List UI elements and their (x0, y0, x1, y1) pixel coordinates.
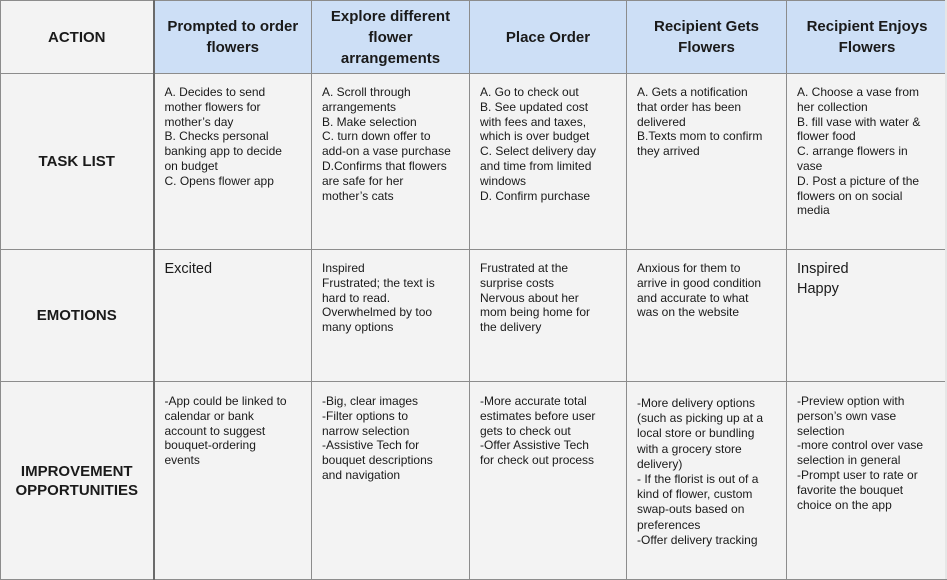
improvement-cell-recipient-gets: -More delivery options (such as picking up at a local store or bundling with a grocery store delivery) - If the florist is out of a kind of flower, custom swap-outs based on preferences -Offer delivery tracking (627, 382, 787, 580)
column-header-recipient-gets: Recipient Gets Flowers (627, 1, 787, 74)
column-header-place-order: Place Order (470, 1, 627, 74)
emotion-cell-recipient-gets: Anxious for them to arrive in good condition and accurate to what was on the website (627, 250, 787, 382)
column-header-explore: Explore different flower arrangements (312, 1, 470, 74)
improvement-cell-prompted: -App could be linked to calendar or bank account to suggest bouquet-ordering events (154, 382, 312, 580)
improvement-row (1, 382, 947, 580)
improvement-cell-recipient-enjoys: -Preview option with person’s own vase selection -more control over vase selection in general -Prompt user to rate or favorite the bouquet choice on the app (787, 382, 947, 580)
row-label-improvement: IMPROVEMENT OPPORTUNITIES (1, 382, 154, 580)
emotions-row (1, 250, 947, 382)
task-list-row (1, 74, 947, 250)
row-label-task-list: TASK LIST (1, 74, 154, 250)
action-header: ACTION (1, 1, 154, 74)
row-label-emotions: EMOTIONS (1, 250, 154, 382)
task-cell-prompted: A. Decides to send mother flowers for mother’s day B. Checks personal banking app to decide on budget C. Opens flower app (154, 74, 312, 250)
emotion-cell-prompted: Excited (154, 250, 312, 382)
emotion-cell-explore: Inspired Frustrated; the text is hard to read. Overwhelmed by too many options (312, 250, 470, 382)
column-header-prompted: Prompted to order flowers (154, 1, 312, 74)
improvement-cell-place-order: -More accurate total estimates before user gets to check out -Offer Assistive Tech for check out process (470, 382, 627, 580)
task-cell-explore: A. Scroll through arrangements B. Make selection C. turn down offer to add-on a vase purchase D.Confirms that flowers are safe for her mother’s cats (312, 74, 470, 250)
improvement-cell-explore: -Big, clear images -Filter options to narrow selection -Assistive Tech for bouquet descriptions and navigation (312, 382, 470, 580)
emotion-cell-place-order: Frustrated at the surprise costs Nervous about her mom being home for the delivery (470, 250, 627, 382)
task-cell-recipient-enjoys: A. Choose a vase from her collection B. fill vase with water & flower food C. arrange flowers in vase D. Post a picture of the flowers on on social media (787, 74, 947, 250)
task-cell-place-order: A. Go to check out B. See updated cost with fees and taxes, which is over budget C. Select delivery day and time from limited windows D. Confirm purchase (470, 74, 627, 250)
header-row (1, 1, 947, 74)
emotion-cell-recipient-enjoys: Inspired Happy (787, 250, 947, 382)
column-header-recipient-enjoys: Recipient Enjoys Flowers (787, 1, 947, 74)
task-cell-recipient-gets: A. Gets a notification that order has been delivered B.Texts mom to confirm they arrived (627, 74, 787, 250)
